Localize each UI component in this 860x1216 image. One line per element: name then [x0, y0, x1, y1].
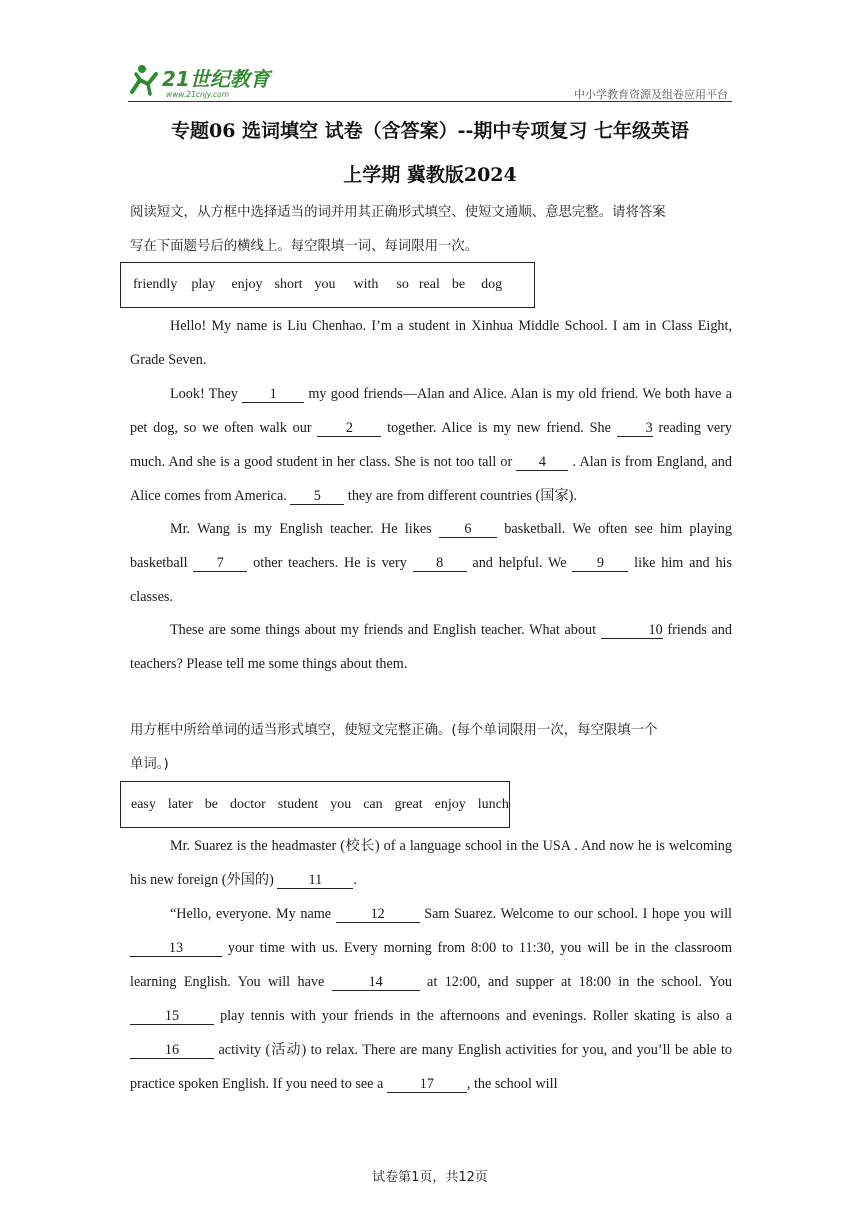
page-header: [128, 62, 732, 102]
blank-6[interactable]: 6: [439, 521, 497, 538]
blank-15[interactable]: 15: [130, 1008, 214, 1025]
blank-7[interactable]: 7: [193, 555, 247, 572]
instruction-line: 单词。): [130, 757, 169, 772]
word-option: you: [330, 796, 352, 812]
word-option: lunch: [477, 796, 509, 812]
blank-13[interactable]: 13: [130, 940, 222, 957]
21cnjy-logo: [128, 62, 288, 102]
header-divider: [128, 101, 732, 102]
word-option: be: [451, 277, 466, 292]
section1-instruction: [130, 196, 732, 264]
word-option: student: [277, 796, 319, 812]
doc-title-line2: 上学期 冀教版2024: [343, 164, 517, 186]
blank-3[interactable]: 3: [617, 420, 653, 437]
word-option: you: [314, 277, 336, 292]
word-box-2: [120, 781, 510, 828]
blank-16[interactable]: 16: [130, 1042, 214, 1059]
blank-12[interactable]: 12: [336, 906, 420, 923]
word-option: short: [274, 277, 303, 292]
blank-14[interactable]: 14: [332, 974, 420, 991]
blank-2[interactable]: 2: [317, 420, 381, 437]
logo-url: www.21cnjy.com: [166, 90, 230, 99]
passage1-paragraph4: These are some things about my friends and English teacher. What about 10 friends and teachers? Please tell me some things about them.: [130, 622, 732, 672]
blank-4[interactable]: 4: [516, 454, 568, 471]
word-option: later: [167, 796, 193, 812]
page-footer: 试卷第1页，共12页: [372, 1170, 488, 1185]
instruction-line: 写在下面题号后的横线上。每空限填一词、每词限用一次。: [130, 239, 479, 254]
word-option: enjoy: [231, 277, 263, 292]
instruction-line: 阅读短文，从方框中选择适当的词并用其正确形式填空、使短文通顺、意思完整。请将答案: [130, 205, 666, 220]
blank-10[interactable]: 10: [601, 622, 663, 639]
word-option: great: [394, 796, 423, 812]
word-option: enjoy: [434, 796, 466, 812]
word-option: friendly: [133, 277, 178, 292]
passage1-paragraph2: Look! They 1 my good friends—Alan and Alice. Alan is my old friend. We both have a pet dog, so we often walk our 2 together. Alice is my new friend. She 3 reading very much. And she is a good student in her class. She is not too tall or 4 . Alan is from England, and Alice comes from America. 5 they are from different countries (国家).: [130, 386, 732, 504]
blank-8[interactable]: 8: [413, 555, 467, 572]
passage2-paragraph2: “Hello, everyone. My name 12 Sam Suarez. Welcome to our school. I hope you will 13 your time with us. Every morning from 8:00 to 11:30, you will be in the classroom learning English. You will have 14 at 12:00, and supper at 18:00 in the school. You 15 play tennis with your friends in the afternoons and evenings. Roller skating is also a 16 activity (活动) to relax. There are many English activities for you, and you’ll be able to practice spoken English. If you need to see a 17 , the school will: [130, 906, 732, 1092]
blank-9[interactable]: 9: [572, 555, 628, 572]
word-option: be: [204, 796, 218, 812]
instruction-line: 用方框中所给单词的适当形式填空，使短文完整正确。(每个单词限用一次，每空限填一个: [130, 723, 658, 738]
passage2-paragraph1: Mr. Suarez is the headmaster (校长) of a language school in the USA . And now he is welcoming his new foreign (外国的) 11 .: [130, 838, 732, 888]
word-option: real: [418, 277, 440, 292]
word-option: dog: [481, 277, 503, 292]
platform-name: 中小学教育资源及组卷应用平台: [574, 88, 728, 101]
word-option: can: [363, 796, 383, 812]
passage1-paragraph3: Mr. Wang is my English teacher. He likes 6 basketball. We often see him playing basketball 7 other teachers. He is very 8 and helpful. We 9 like him and his classes.: [130, 521, 733, 605]
word-box-1: [120, 262, 535, 308]
blank-1[interactable]: 1: [242, 386, 304, 403]
blank-17[interactable]: 17: [387, 1076, 467, 1093]
word-option: easy: [131, 796, 156, 812]
blank-11[interactable]: 11: [277, 872, 353, 889]
word-option: with: [353, 277, 379, 292]
passage1-paragraph1: Hello! My name is Liu Chenhao. I’m a student in Xinhua Middle School. I am in Class Eight, Grade Seven.: [130, 318, 732, 368]
doc-title-line1: 专题06 选词填空 试卷（含答案）--期中专项复习 七年级英语: [170, 120, 690, 142]
word-option: play: [191, 277, 216, 292]
word-option: so: [396, 277, 409, 292]
word-option: doctor: [229, 796, 266, 812]
logo-text: 21世纪教育: [162, 67, 270, 91]
section2-instruction: [130, 714, 732, 782]
blank-5[interactable]: 5: [290, 488, 344, 505]
